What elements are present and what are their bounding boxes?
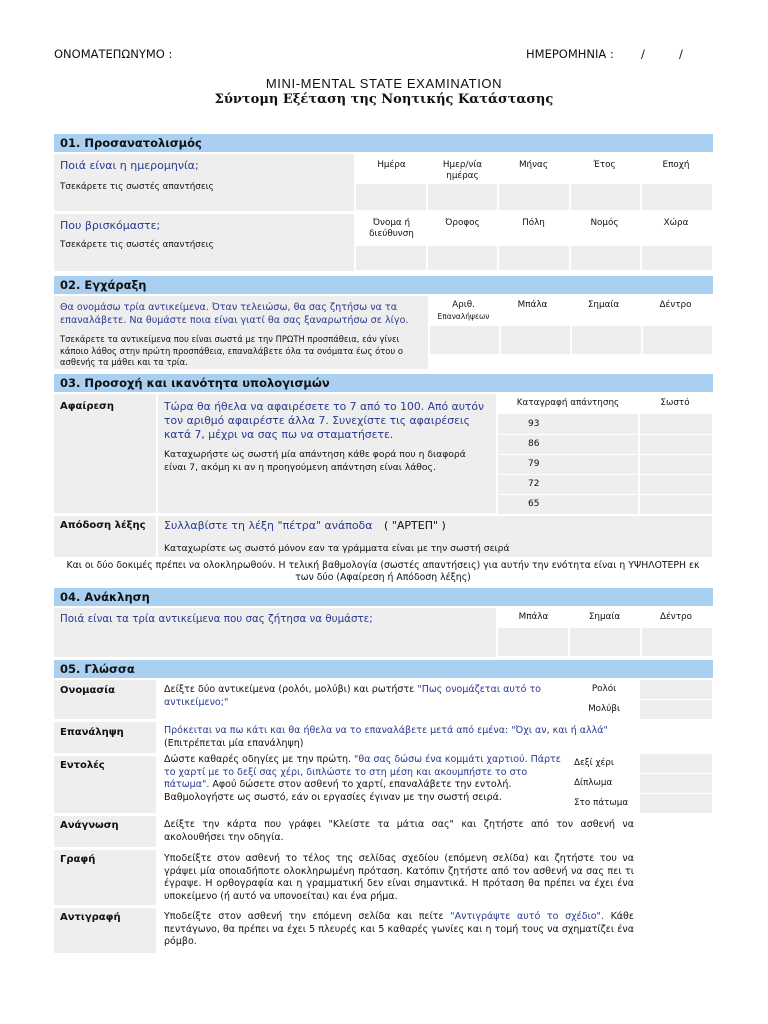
row-label: Γραφή	[60, 854, 96, 865]
answer-grid	[498, 608, 712, 656]
answer-value: 65	[498, 495, 638, 514]
checkbox-cell[interactable]	[356, 246, 426, 270]
instruction-cell	[158, 908, 712, 954]
checkbox-cell[interactable]	[640, 794, 712, 813]
column-header: Σημαία	[588, 612, 621, 622]
column-header: Μπάλα	[518, 612, 549, 622]
checkbox-cell[interactable]	[642, 628, 712, 656]
instruction-text	[164, 684, 562, 709]
column-header: Χώρα	[663, 218, 689, 228]
checkbox-cell[interactable]	[498, 628, 568, 656]
checkbox-cell[interactable]	[640, 754, 712, 773]
instruction-text: Δείξτε την κάρτα που γράφει "Κλείστε τα μάτια σας" και ζητήστε από τον ασθενή να ακολουθήσει την οδηγία.	[164, 819, 634, 843]
instruction-quote: "θα σας δώσω ένα κομμάτι χαρτιού. Πάρτε το χαρτί με το δεξί σας χέρι, διπλώστε το στη μέση και ακουμπήστε το στο πάτωμα".	[164, 754, 561, 790]
question-cell	[54, 608, 496, 658]
instruction-text: Υποδείξτε στον ασθενή το τέλος της σελίδας σχεδίου (επόμενη σελίδα) και ζητήστε του να γράψει μία οποιαδήποτε ολοκληρωμένη πρόταση. Κατόπιν ζητήστε από τον ασθενή να σας πει τι έγραψε. Η ορθογραφία και η γραμματική δεν είναι σημαντικά. Η πρόταση θα πρέπει να έχει ένα υποκείμενο (ή αυτό να υπονοείται) και ένα ρήμα.	[164, 853, 634, 902]
item-label: Ρολόι	[591, 684, 617, 694]
instruction-text	[164, 754, 564, 804]
answer-value: 79	[498, 455, 638, 474]
instruction-text	[164, 911, 634, 949]
column-header: Μπάλα	[517, 300, 548, 310]
label-cell	[54, 908, 156, 954]
section-title: 05. Γλώσσα	[54, 660, 713, 678]
column-header: Έτος	[593, 160, 616, 170]
checkbox-cell[interactable]	[642, 246, 712, 270]
column-header: Σημαία	[587, 300, 620, 310]
repetition-count-input[interactable]	[430, 326, 499, 354]
item-label: Δίπλωμα	[574, 778, 613, 788]
label-cell	[54, 850, 156, 906]
name-label: ΟΝΟΜΑΤΕΠΩΝΥΜΟ :	[54, 47, 173, 61]
label-cell	[54, 816, 156, 848]
column-header: Ημερ/νία ημέρας	[442, 160, 483, 181]
answer-grid	[568, 680, 712, 719]
checkbox-cell[interactable]	[640, 475, 712, 494]
label-cell	[54, 516, 156, 558]
column-header: Όροφος	[445, 218, 480, 228]
checkbox-cell[interactable]	[501, 326, 570, 354]
date-separator: /	[679, 47, 683, 61]
note-text: Τσεκάρετε τα αντικείμενα που είναι σωστά με την ΠΡΩΤΗ προσπάθεια, εάν γίνει κάποιο λάθος στην πρώτη προσπάθεια, επαναλάβετε όλα τα ονόματα έως ότου ο ασθενής τα μάθει και τα τρία.	[60, 334, 404, 367]
hint-text: Τσεκάρετε τις σωστές απαντήσεις	[60, 182, 214, 192]
instruction-cell	[158, 680, 566, 720]
answer-grid	[356, 214, 712, 272]
checkbox-cell[interactable]	[640, 774, 712, 793]
instruction-quote: "Αντιγράψτε αυτό το σχέδιο".	[450, 911, 604, 922]
hint-text: Τσεκάρετε τις σωστές απαντήσεις	[60, 240, 214, 250]
instruction-quote: "Πως ονομάζεται αυτό το αντικείμενο;"	[164, 684, 541, 708]
checkbox-cell[interactable]	[572, 326, 641, 354]
instruction-cell	[158, 816, 712, 848]
label-cell	[54, 680, 156, 720]
instruction-plain: Υποδείξτε στον ασθενή την επόμενη σελίδα και πείτε	[164, 911, 451, 922]
section-footnote: Και οι δύο δοκιμές πρέπει να ολοκληρωθούν. Η τελική βαθμολογία (σωστές απαντήσεις) για αυτήν την ενότητα είναι η ΥΨΗΛΟΤΕΡΗ εκ των δύο (Αφαίρεση ή Απόδοση λέξης)	[66, 560, 700, 583]
checkbox-cell[interactable]	[570, 628, 640, 656]
date-separator: /	[641, 47, 645, 61]
question-text: Που βρισκόμαστε;	[60, 219, 161, 232]
column-header: Αριθ.	[452, 300, 475, 310]
instruction-text: Τώρα θα ήθελα να αφαιρέσετε το 7 από το 100. Από αυτόν τον αριθμό αφαιρέστε άλλα 7. Συνεχίστε τις αφαιρέσεις κατά 7, μέχρι να σας πω να σταματήσετε.	[164, 400, 485, 441]
column-header: Δέντρο	[660, 612, 692, 622]
checkbox-cell[interactable]	[640, 680, 712, 699]
checkbox-cell[interactable]	[428, 246, 498, 270]
checkbox-cell[interactable]	[640, 495, 712, 514]
answer-grid	[356, 154, 712, 212]
instruction-cell	[158, 394, 496, 514]
expected-answer: ( "ΑΡΤΕΠ" )	[384, 519, 446, 532]
answer-value: 86	[498, 435, 638, 454]
instruction-plain: Αφού δώσετε στον ασθενή το χαρτί, επαναλάβετε την εντολή. Βαθμολογήστε ως σωστό, εάν οι εργασίες έγιναν με την σωστή σειρά.	[164, 779, 512, 803]
note-text: Καταχωρήστε ως σωστή μία απάντηση κάθε φορά που η διαφορά είναι 7, ακόμη κι αν η προηγούμενη απάντηση είναι λάθος.	[164, 449, 466, 473]
checkbox-cell[interactable]	[571, 246, 641, 270]
instruction-text: Πρόκειται να πω κάτι και θα ήθελα να το επαναλάβετε μετά από εμένα: "Όχι αν, και ή αλλά"	[164, 725, 608, 736]
question-text: Ποιά είναι η ημερομηνία;	[60, 159, 199, 172]
label-cell	[54, 756, 156, 814]
answer-grid	[430, 296, 712, 370]
repetition-count-header	[430, 296, 497, 326]
row-label: Ανάγνωση	[60, 820, 119, 831]
subtraction-grid	[498, 394, 712, 514]
column-subheader: Επαναλήψεων	[437, 312, 490, 321]
item-label: Δεξί χέρι	[574, 758, 614, 768]
item-label: Μολύβι	[588, 704, 620, 714]
column-header: Σωστό	[660, 398, 690, 408]
note-text: (Επιτρέπεται μία επανάληψη)	[164, 738, 304, 749]
label-cell	[54, 722, 156, 754]
instruction-cell	[158, 722, 712, 754]
column-header: Ημέρα	[377, 160, 406, 170]
instruction-cell	[158, 756, 566, 814]
instruction-plain: Δώστε καθαρές οδηγίες με την πρώτη.	[164, 754, 355, 765]
note-text: Καταχωρίστε ως σωστό μόνον εαν τα γράμματα είναι με την σωστή σειρά	[164, 543, 510, 554]
section-title: 03. Προσοχή και ικανότητα υπολογισμών	[54, 374, 713, 392]
instruction-text: Συλλαβίστε τη λέξη "πέτρα" ανάποδα	[164, 519, 373, 532]
label-cell	[54, 394, 156, 514]
section-title: 04. Ανάκληση	[54, 588, 713, 606]
checkbox-cell[interactable]	[571, 184, 641, 210]
instruction-cell	[158, 516, 712, 558]
checkbox-cell[interactable]	[642, 184, 712, 210]
row-label: Αφαίρεση	[60, 401, 114, 412]
section-title: 01. Προσανατολισμός	[54, 134, 713, 152]
date-label: ΗΜΕΡΟΜΗΝΙΑ :	[526, 47, 614, 61]
checkbox-cell[interactable]	[640, 414, 712, 434]
column-header: Όνομα ή διεύθυνση	[369, 218, 414, 239]
row-label: Επανάληψη	[60, 727, 124, 738]
checkbox-cell[interactable]	[640, 700, 712, 719]
column-header: Δέντρο	[659, 300, 692, 310]
instruction-cell	[158, 850, 712, 906]
checkbox-cell[interactable]	[428, 184, 498, 210]
instruction-plain: Κάθε πεντάγωνο, θα πρέπει να έχει 5 πλευρές και 5 καθαρές γωνίες και η τομή τους να σχηματίζει ένα ρόμβο.	[164, 911, 635, 947]
column-header: Καταγραφή απάντησης	[516, 398, 620, 408]
question-text: Ποιά είναι τα τρία αντικείμενα που σας ζήτησα να θυμάστε;	[60, 613, 373, 625]
instruction-cell	[54, 296, 428, 370]
column-header: Μήνας	[518, 160, 549, 170]
item-label: Στο πάτωμα	[574, 798, 629, 808]
checkbox-cell[interactable]	[640, 435, 712, 454]
checkbox-cell[interactable]	[499, 184, 569, 210]
section-title: 02. Εγχάραξη	[54, 276, 713, 294]
form-title: MINI-MENTAL STATE EXAMINATION	[265, 76, 503, 91]
checkbox-cell[interactable]	[640, 455, 712, 474]
instruction-text: Θα ονομάσω τρία αντικείμενα. Όταν τελειώσω, θα σας ζητήσω να τα επαναλάβετε. Να θυμάστε ποια είναι γιατί θα σας ξαναρωτήσω σε λίγο.	[60, 302, 409, 326]
row-label: Ονομασία	[60, 685, 115, 696]
answer-value: 93	[498, 414, 638, 434]
instruction-plain: Δείξτε δύο αντικείμενα (ρολόι, μολύβι) και ρωτήστε	[164, 684, 418, 695]
row-label: Εντολές	[60, 760, 105, 771]
checkbox-cell[interactable]	[643, 326, 712, 354]
answer-value: 72	[498, 475, 638, 494]
column-header: Εποχή	[662, 160, 690, 170]
question-cell	[54, 154, 354, 212]
row-label: Απόδοση λέξης	[60, 520, 146, 531]
column-header: Πόλη	[522, 218, 545, 228]
answer-grid	[568, 754, 712, 813]
checkbox-cell[interactable]	[499, 246, 569, 270]
form-subtitle: Σύντομη Εξέταση της Νοητικής Κατάστασης	[214, 92, 554, 107]
checkbox-cell[interactable]	[356, 184, 426, 210]
column-header: Νομός	[590, 218, 619, 228]
question-cell	[54, 214, 354, 272]
row-label: Αντιγραφή	[60, 912, 121, 923]
